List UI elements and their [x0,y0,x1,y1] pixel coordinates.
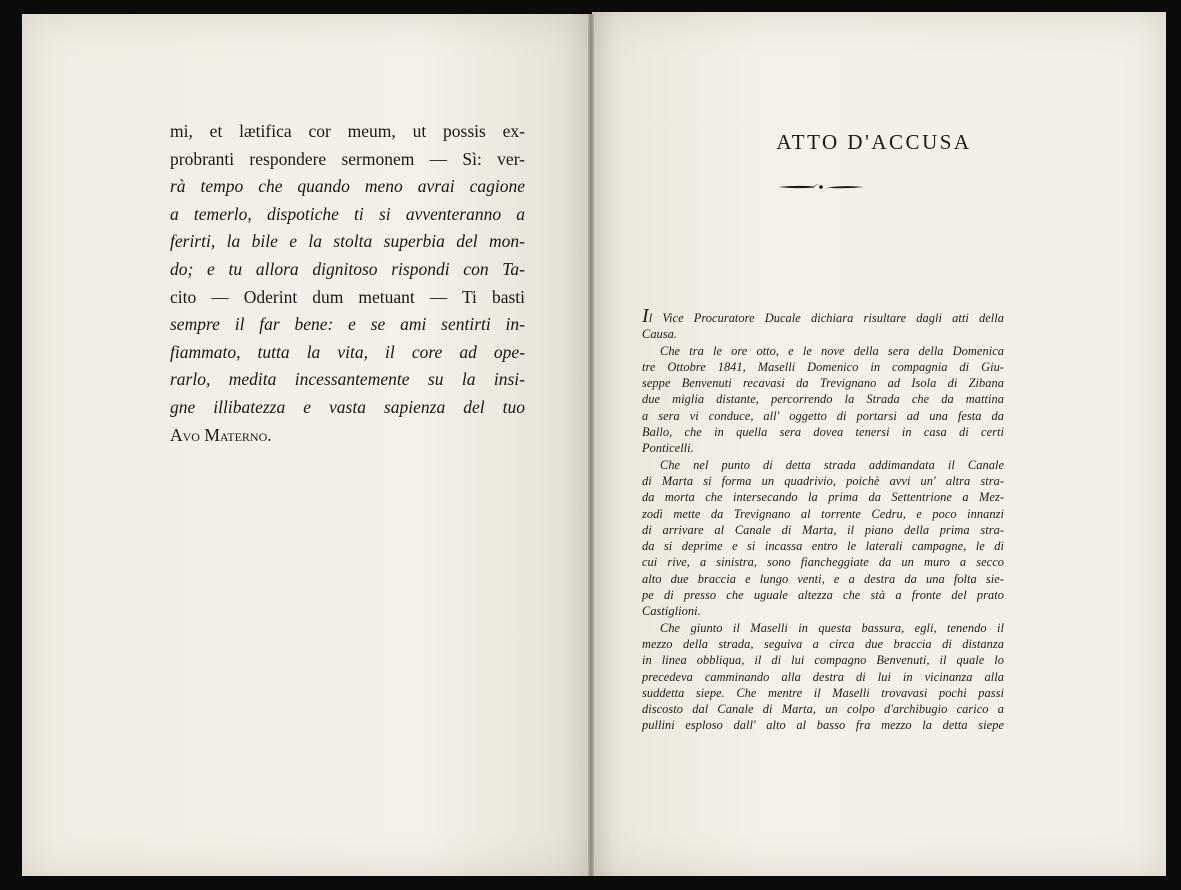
left-line: probranti respondere sermonem — Sì: ver- [170,148,525,169]
left-page-text [170,118,525,449]
right-line: due miglia distante, percorrendo la Strada che da mattina [642,392,1004,407]
right-line: cui rive, a sinistra, sono fiancheggiate da un muro a secco [642,555,1004,570]
right-line: seppe Benvenuti recavasi da Trevignano ad Isola di Zibana [642,376,1004,391]
right-line: pullini esploso dall' alto al basso fra mezzo la detta siepe [642,718,1004,733]
left-line: gne illibatezza e vasta sapienza del tuo [170,396,525,417]
right-line: da morta che intersecando la prima da Settentrione a Mez- [642,490,1004,505]
right-line: Causa. [642,327,678,342]
right-line: Castiglioni. [642,604,701,619]
left-line: rà tempo che quando meno avrai cagione [170,176,525,197]
right-line: discosto dal Canale di Marta, un colpo d'archibugio carico a [642,702,1004,717]
left-line: cito — Oderint dum metuant — Ti basti [170,286,525,307]
right-line: pe di presso che uguale altezza che stà a fronte del prato [642,588,1004,603]
left-line: sempre il far bene: e se ami sentirti in- [170,314,525,335]
right-line: Ballo, che in quella sera dovea tenersi in casa di certi [642,425,1004,440]
right-line: mezzo della strada, seguiva a circa due braccia di distanza [642,636,1004,651]
left-line: ferirti, la bile e la stolta superbia del mon- [170,231,525,252]
right-line: in linea obbliqua, il di lui compagno Benvenuti, il quale lo [642,653,1004,668]
right-line: Ponticelli. [642,441,694,456]
right-line: a sera vi conduce, all' oggetto di portarsi ad una festa da [642,408,1004,423]
right-line: di arrivare al Canale di Marta, il piano della prima stra- [642,522,1004,537]
right-line: precedeva camminando alla destra di lui in vicinanza alla [642,669,1004,684]
right-line [642,305,1004,327]
right-line: di Marta si forma un quadrivio, poichè avvi un' altra stra- [642,473,1004,488]
right-line: Che nel punto di detta strada addimandata il Canale [660,457,1004,472]
right-line: zodì mette da Trevignano al torrente Cedru, e poco innanzi [642,506,1004,521]
ornament-rule-icon [776,180,866,194]
drop-cap: I [642,305,649,327]
left-line: a temerlo, dispotiche ti si avventeranno a [170,203,525,224]
right-line: alto due braccia e lungo venti, e a destra da una folta sie- [642,571,1004,586]
right-line: Che giunto il Maselli in questa bassura, egli, tenendo il [660,620,1004,635]
page-title: ATTO D'ACCUSA [776,130,972,154]
right-line: suddetta siepe. Che mentre il Maselli trovavasi pochi passi [642,685,1004,700]
right-line: Che tra le ore otto, e le nove della sera della Domenica [660,343,1004,358]
right-line-text: l Vice Procuratore Ducale dichiara risultare dagli atti della [648,311,1004,325]
left-line: do; e tu allora dignitoso rispondi con Ta- [170,258,525,279]
book-gutter [588,14,594,876]
left-line: Avo Materno. [170,424,272,445]
left-line: mi, et lætifica cor meum, ut possis ex- [170,121,525,141]
left-line: rarlo, medita incessantemente su la insi- [170,369,525,390]
right-line: tre Ottobre 1841, Maselli Domenico in compagnia di Giu- [642,359,1004,374]
left-line: fiammato, tutta la vita, il core ad ope- [170,341,525,362]
right-line: da si deprime e si incassa entro le laterali campagne, le di [642,539,1004,554]
right-page-text [642,305,1004,734]
